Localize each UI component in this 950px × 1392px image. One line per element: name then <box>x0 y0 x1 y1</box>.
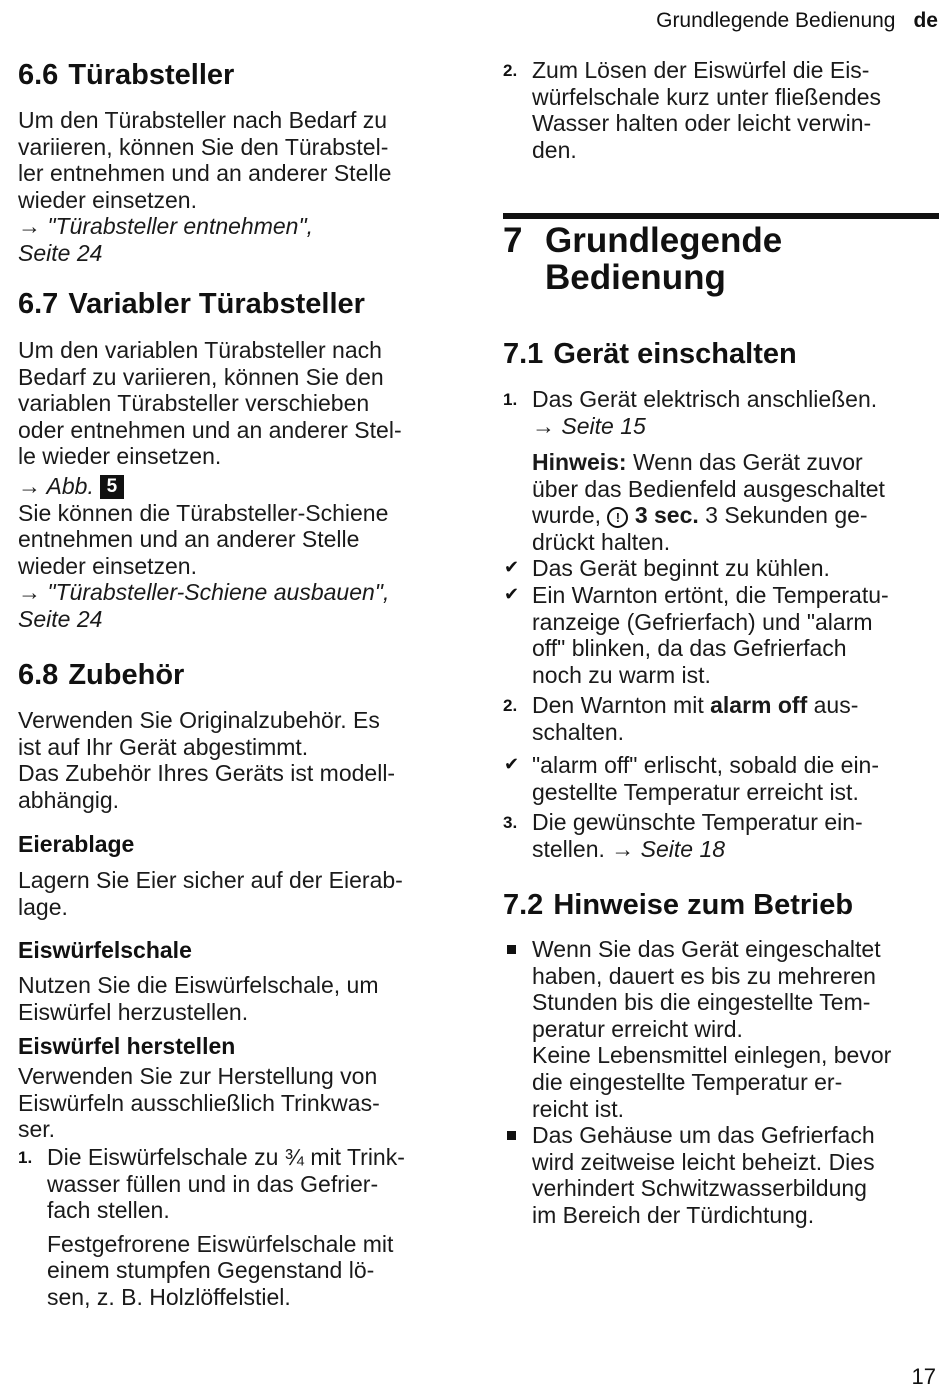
cross-reference-page[interactable]: Seite 24 <box>18 605 103 632</box>
subheading-eierablage: Eierablage <box>18 831 135 857</box>
step-3-einschalten: 3. Die gewünschte Temperatur ein- stellen. → Seite 18 <box>503 809 863 862</box>
step-1-eiswuerfel: 1. Die Eiswürfelschale zu ¾ mit Trink- wasser füllen und in das Gefrier- fach stellen. Festgefrorene Eiswürfelschale mit einem stumpfen Gegenstand lö- sen, z. B. Holzlöffelstiel. <box>18 1144 463 1311</box>
hint-note: Hinweis: Wenn das Gerät zuvor über das Bedienfeld ausgeschaltet wurde, ! 3 sec. 3 Sekunden ge- drückt halten. <box>532 449 885 555</box>
heading-chapter-7: 7 Grundlegende Bedienung <box>503 221 783 297</box>
paragraph-eiswuerfel-herstellen: Verwenden Sie zur Herstellung von Eiswürfeln ausschließlich Trinkwas- ser. <box>18 1063 380 1143</box>
subheading-eiswuerfel-herstellen: Eiswürfel herstellen <box>18 1033 236 1059</box>
running-header-title: Grundlegende Bedienung <box>656 9 896 32</box>
heading-6-8: 6.8 Zubehör <box>18 659 185 691</box>
step-2-einschalten: 2. Den Warnton mit alarm off aus- schalten. <box>503 692 859 745</box>
cross-reference[interactable]: → "Türabsteller-Schiene ausbauen", <box>18 579 390 606</box>
result-2: ✔ Ein Warnton ertönt, die Temperatu- ranzeige (Gefrierfach) und "alarm off" blinken, da das Gefrierfach noch zu warm ist. <box>504 582 889 688</box>
step-number: 3. <box>503 813 518 832</box>
chapter-divider <box>503 213 939 219</box>
language-code: de <box>913 9 938 32</box>
paragraph-eiswuerfelschale: Nutzen Sie die Eiswürfelschale, um Eiswürfel herzustellen. <box>18 972 379 1025</box>
step-1-einschalten: 1. Das Gerät elektrisch anschließen. → Seite 15 Hinweis: Wenn das Gerät zuvor über das Bedienfeld ausgeschaltet wurde, ! 3 sec. 3 Sekunden ge- drückt halten. <box>503 386 939 556</box>
step-1-note: Festgefrorene Eiswürfelschale mit einem stumpfen Gegenstand lö- sen, z. B. Holzlöffelstiel. <box>47 1230 394 1310</box>
step-2-eiswuerfel: 2. Zum Lösen der Eiswürfel die Eis- würfelschale kurz unter fließendes Wasser halten oder leicht verwin- den. <box>503 57 881 163</box>
paragraph-6-8: Verwenden Sie Originalzubehör. Es ist auf Ihr Gerät abgestimmt. Das Zubehör Ihres Geräts ist modell- abhängig. <box>18 707 396 813</box>
running-header <box>656 6 938 36</box>
bullet-2: Das Gehäuse um das Gefrierfach wird zeitweise leicht beheizt. Dies verhindert Schwitzwasserbildung im Bereich der Türdichtung. <box>503 1122 939 1228</box>
paragraph-eierablage: Lagern Sie Eier sicher auf der Eierab- lage. <box>18 867 403 920</box>
subheading-eiswuerfelschale: Eiswürfelschale <box>18 937 192 963</box>
page-number: 17 <box>911 1364 936 1389</box>
figure-number-badge: 5 <box>100 475 124 499</box>
checkmark-icon: ✔ <box>504 584 520 604</box>
step-number: 2. <box>503 696 518 715</box>
bullet-square-icon <box>507 945 516 954</box>
heading-6-6: 6.6 Türabsteller <box>18 59 235 91</box>
paragraph-6-7: Um den variablen Türabsteller nach Bedarf zu variieren, können Sie den variablen Türabsteller verschieben oder entnehmen und an anderer Stel- le wieder einsetzen. → Abb. 5 Sie können die Türabsteller-Schiene entnehmen und an anderer Stelle wieder einsetzen. → "Türabsteller-Schiene ausbauen", Seite 24 <box>18 337 402 632</box>
step-number: 2. <box>503 61 518 80</box>
cross-reference[interactable]: → "Türabsteller entnehmen", <box>18 213 314 240</box>
cross-reference[interactable]: → Seite 15 <box>532 412 646 439</box>
checkmark-icon: ✔ <box>504 557 520 577</box>
bullet-1: Wenn Sie das Gerät eingeschaltet haben, dauert es bis zu mehreren Stunden bis die eingestellte Tem- peratur erreicht wird. Keine Lebensmittel einlegen, bevor die eingestellte Temperatur er- reicht ist. <box>503 936 939 1122</box>
paragraph-6-6: Um den Türabsteller nach Bedarf zu variieren, können Sie den Türabstel- ler entnehmen und an anderer Stelle wieder einsetzen. → "Türabsteller entnehmen", Seite 24 <box>18 107 392 266</box>
step-number: 1. <box>18 1148 33 1167</box>
result-3: ✔ "alarm off" erlischt, sobald die ein- gestellte Temperatur erreicht ist. <box>504 752 880 805</box>
bullet-square-icon <box>507 1131 516 1140</box>
checkmark-icon: ✔ <box>504 754 520 774</box>
cross-reference-page[interactable]: Seite 24 <box>18 239 103 266</box>
info-icon: ! <box>607 507 628 528</box>
cross-reference[interactable]: → Seite 18 <box>611 835 726 862</box>
heading-7-1: 7.1 Gerät einschalten <box>503 338 797 370</box>
step-number: 1. <box>503 390 518 409</box>
figure-reference[interactable]: → Abb. <box>18 472 94 499</box>
heading-6-7: 6.7 Variabler Türabsteller <box>18 288 365 320</box>
heading-7-2: 7.2 Hinweise zum Betrieb <box>503 889 854 921</box>
result-1: ✔ Das Gerät beginnt zu kühlen. <box>504 555 830 581</box>
